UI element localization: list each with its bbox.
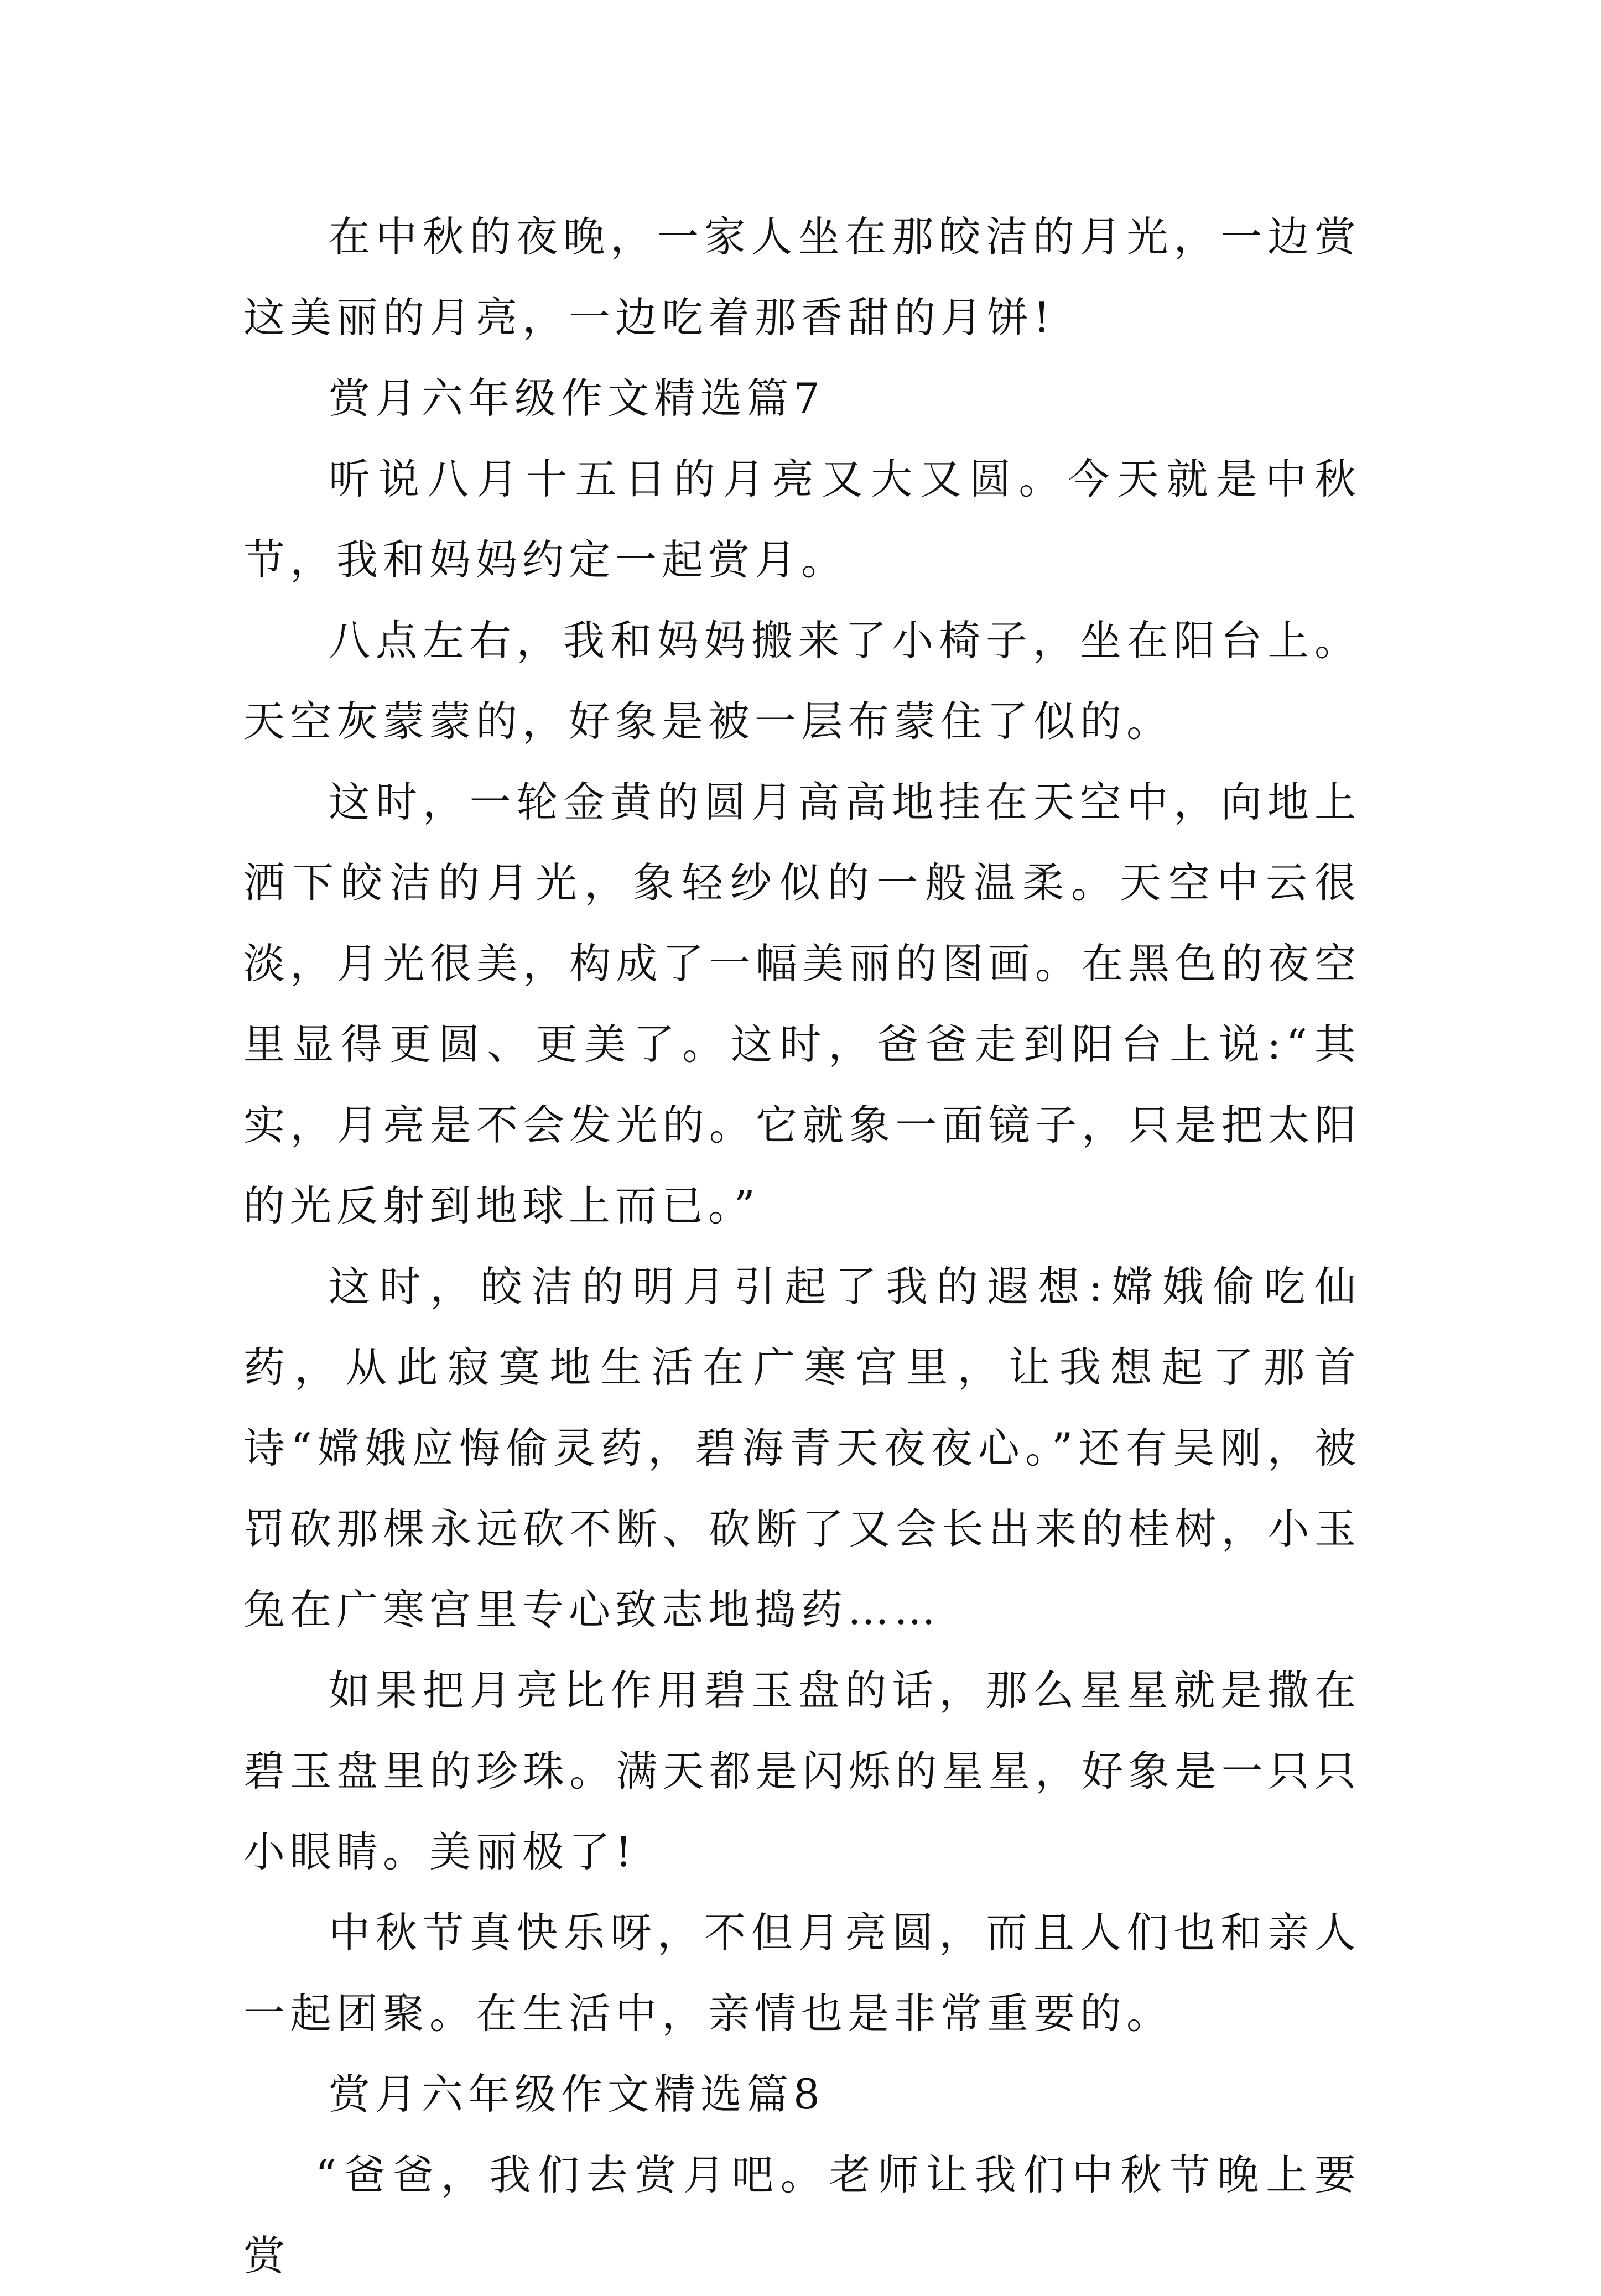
paragraph-golden-moon: 这时，一轮金黄的圆月高高地挂在天空中，向地上洒下皎洁的月光，象轻纱似的一般温柔。天空中云很淡，月光很美，构成了一幅美丽的图画。在黑色的夜空里显得更圆、更美了。这时，爸爸走到阳台上说:“其实，月亮是不会发光的。它就象一面镜子，只是把太阳的光反射到地球上而已。” (243, 778, 1361, 1230)
section-heading-7: 赏月六年级作文精选篇7 (329, 374, 825, 423)
document-body (243, 196, 1361, 2296)
paragraph-legend: 这时，皎洁的明月引起了我的遐想:嫦娥偷吃仙药，从此寂寞地生活在广寒宫里，让我想起了那首诗“嫦娥应悔偷灵药，碧海青天夜夜心。”还有吴刚，被罚砍那棵永远砍不断、砍断了又会长出来的桂树，小玉兔在广寒宫里专心致志地捣药…… (243, 1262, 1361, 1634)
paragraph-dad-quote: “爸爸，我们去赏月吧。老师让我们中秋节晚上要赏 (243, 2151, 1361, 2280)
paragraph-stars: 如果把月亮比作用碧玉盘的话，那么星星就是撒在碧玉盘里的珍珠。满天都是闪烁的星星，好象是一只只小眼睛。美丽极了! (243, 1666, 1361, 1876)
paragraph-family: 中秋节真快乐呀，不但月亮圆，而且人们也和亲人一起团聚。在生活中，亲情也是非常重要的。 (243, 1908, 1361, 2038)
paragraph-mid-autumn: 听说八月十五日的月亮又大又圆。今天就是中秋节，我和妈妈约定一起赏月。 (243, 455, 1361, 584)
section-heading-8: 赏月六年级作文精选篇8 (329, 2070, 825, 2118)
paragraph-moon-cake: 在中秋的夜晚，一家人坐在那皎洁的月光，一边赏这美丽的月亮，一边吃着那香甜的月饼! (243, 212, 1361, 342)
paragraph-balcony: 八点左右，我和妈妈搬来了小椅子，坐在阳台上。天空灰蒙蒙的，好象是被一层布蒙住了似的。 (243, 616, 1361, 746)
